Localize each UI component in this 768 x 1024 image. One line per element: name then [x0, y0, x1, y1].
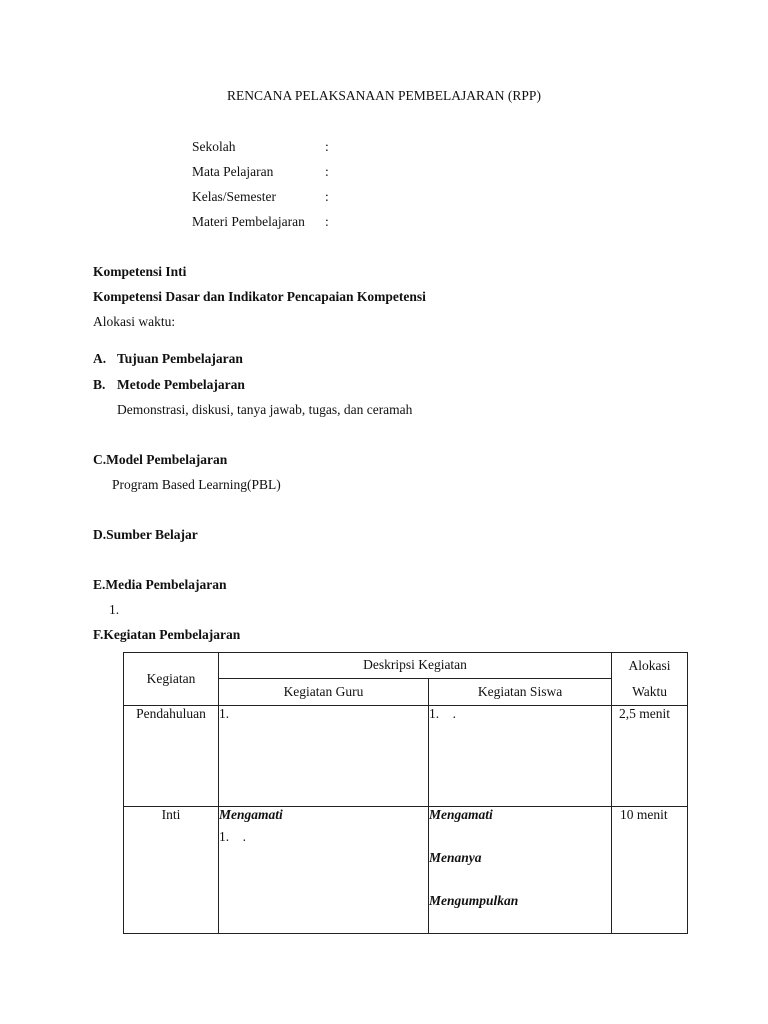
identity-colon: :	[325, 214, 329, 229]
section-b-number: B.	[93, 377, 106, 392]
section-f-heading: F.Kegiatan Pembelajaran	[93, 627, 241, 642]
row-inti-kegiatan	[124, 807, 219, 934]
header-kegiatan-guru-text: Kegiatan Guru	[283, 683, 364, 699]
row-pendahuluan-waktu	[612, 706, 688, 807]
row-inti-siswa-menanya: Menanya	[429, 850, 482, 865]
header-kegiatan-text: Kegiatan	[146, 671, 196, 686]
heading-kompetensi-dasar: Kompetensi Dasar dan Indikator Pencapaian Kompetensi	[93, 289, 426, 304]
section-d-heading: D.Sumber Belajar	[93, 527, 198, 542]
identity-label-mata-pelajaran: Mata Pelajaran	[192, 164, 274, 179]
table-row	[124, 706, 688, 807]
header-alokasi-waktu	[612, 653, 688, 706]
section-b-heading: Metode Pembelajaran	[117, 377, 245, 392]
row-inti-waktu-text: 10 menit	[620, 807, 668, 822]
row-inti-guru	[219, 807, 429, 934]
row-pendahuluan-guru	[219, 706, 429, 807]
alokasi-waktu-label: Alokasi waktu:	[93, 314, 176, 329]
row-inti-siswa-mengamati: Mengamati	[429, 807, 493, 822]
table-row	[124, 807, 688, 934]
section-a-heading: Tujuan Pembelajaran	[117, 351, 243, 366]
header-kegiatan	[124, 653, 219, 706]
row-inti-guru-heading: Mengamati	[219, 807, 283, 822]
identity-label-kelas-semester: Kelas/Semester	[192, 189, 276, 204]
row-inti-siswa-mengumpulkan: Mengumpulkan	[429, 893, 519, 908]
header-deskripsi-text: Deskripsi Kegiatan	[363, 657, 467, 673]
section-c-text: Program Based Learning(PBL)	[112, 477, 281, 492]
row-pendahuluan-guru-item: 1.	[219, 706, 230, 721]
row-pendahuluan-waktu-text: 2,5 menit	[619, 706, 671, 721]
identity-label-sekolah: Sekolah	[192, 139, 236, 154]
row-inti-waktu	[612, 807, 688, 934]
header-kegiatan-guru	[219, 678, 429, 705]
heading-kompetensi-inti: Kompetensi Inti	[93, 264, 187, 279]
row-pendahuluan-siswa	[429, 706, 612, 807]
identity-colon: :	[325, 189, 329, 204]
identity-colon: :	[325, 164, 329, 179]
document-title: RENCANA PELAKSANAAN PEMBELAJARAN (RPP)	[227, 88, 541, 103]
row-pendahuluan-siswa-item: 1. .	[429, 706, 456, 721]
section-b-text: Demonstrasi, diskusi, tanya jawab, tugas, dan ceramah	[117, 402, 413, 417]
row-inti-siswa	[429, 807, 612, 934]
row-inti-guru-item: 1. .	[219, 829, 246, 844]
identity-colon: :	[325, 139, 329, 154]
section-a-number: A.	[93, 351, 107, 366]
row-pendahuluan-kegiatan-text: Pendahuluan	[136, 706, 206, 721]
section-e-heading: E.Media Pembelajaran	[93, 577, 227, 592]
header-kegiatan-siswa	[429, 678, 612, 705]
header-alokasi-text: Alokasi	[628, 658, 671, 673]
kegiatan-table	[123, 652, 688, 934]
identity-label-materi: Materi Pembelajaran	[192, 214, 305, 229]
row-pendahuluan-kegiatan	[124, 706, 219, 807]
header-deskripsi	[219, 653, 612, 679]
section-e-item: 1.	[109, 602, 120, 617]
row-inti-kegiatan-text: Inti	[161, 807, 181, 822]
header-waktu-text: Waktu	[632, 684, 667, 699]
header-kegiatan-siswa-text: Kegiatan Siswa	[477, 683, 563, 699]
section-c-heading: C.Model Pembelajaran	[93, 452, 228, 467]
